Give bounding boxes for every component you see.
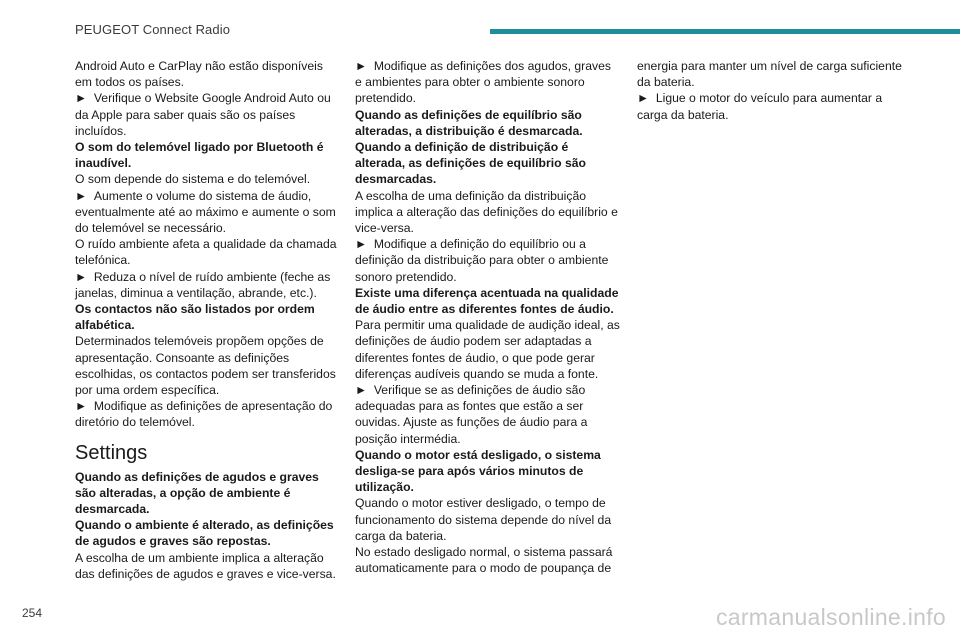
header-accent-bar	[490, 29, 960, 34]
text-column-3	[637, 58, 902, 123]
paragraph: A escolha de um ambiente implica a alteração das definições de agudos e graves e vice-versa.	[75, 550, 336, 581]
bullet-paragraph: ► Modifique as definições de apresentação do diretório do telemóvel.	[75, 398, 340, 430]
bullet-paragraph: ► Modifique a definição do equilíbrio ou a definição da distribuição para obter o ambiente sonoro pretendido.	[355, 236, 620, 285]
paragraph: O som depende do sistema e do telemóvel.	[75, 172, 311, 187]
issue-heading: Quando as definições de equilíbrio são alteradas, a distribuição é desmarcada.	[355, 107, 583, 138]
paragraph: A escolha de uma definição da distribuição implica a alteração das definições do equilíbrio e vice-versa.	[355, 188, 618, 236]
section-heading-settings: Settings	[75, 441, 148, 464]
issue-heading: Os contactos não são listados por ordem alfabética.	[75, 302, 315, 333]
issue-heading: Quando o motor está desligado, o sistema desliga-se para após vários minutos de utilização.	[355, 447, 601, 495]
issue-heading: Quando a definição de distribuição é alterada, as definições de equilíbrio são desmarcadas.	[355, 140, 586, 187]
bullet-paragraph: ► Modifique as definições dos agudos, graves e ambientes para obter o ambiente sonoro pretendido.	[355, 58, 620, 107]
text-column-1	[75, 58, 340, 582]
issue-heading: Quando o ambiente é alterado, as definições de agudos e graves são repostas.	[75, 518, 334, 549]
paragraph: Quando o motor estiver desligado, o tempo de funcionamento do sistema depende do nível da carga da bateria.	[355, 496, 612, 543]
page-number: 254	[22, 606, 43, 620]
paragraph: Determinados telemóveis propõem opções de apresentação. Consoante as definições escolhidas, os contactos podem ser transferidos por uma ordem específica.	[75, 334, 336, 398]
issue-heading: Quando as definições de agudos e graves são alteradas, a opção de ambiente é desmarcada.	[75, 469, 319, 517]
paragraph: No estado desligado normal, o sistema passará automaticamente para o modo de poupança de	[355, 545, 613, 576]
running-header-title: PEUGEOT Connect Radio	[75, 22, 231, 37]
bullet-paragraph: ► Ligue o motor do veículo para aumentar a carga da bateria.	[637, 90, 902, 122]
bullet-paragraph: ► Verifique o Website Google Android Auto ou da Apple para saber quais são os países incluídos.	[75, 90, 340, 139]
bullet-paragraph: ► Verifique se as definições de áudio são adequadas para as fontes que estão a ser ouvidas. Ajuste as funções de áudio para a posição intermédia.	[355, 382, 620, 447]
text-column-2	[355, 58, 620, 577]
bullet-paragraph: ► Aumente o volume do sistema de áudio, eventualmente até ao máximo e aumente o som do telemóvel se necessário.	[75, 188, 340, 237]
paragraph: Android Auto e CarPlay não estão disponíveis em todos os países.	[75, 59, 323, 90]
issue-heading: O som do telemóvel ligado por Bluetooth é inaudível.	[75, 140, 324, 171]
bullet-paragraph: ► Reduza o nível de ruído ambiente (feche as janelas, diminua a ventilação, abrande, etc.).	[75, 269, 340, 301]
paragraph: energia para manter um nível de carga suficiente da bateria.	[637, 59, 902, 90]
watermark-text: carmanualsonline.info	[715, 604, 946, 630]
issue-heading: Existe uma diferença acentuada na qualidade de áudio entre as diferentes fontes de áudio.	[355, 285, 619, 317]
paragraph: Para permitir uma qualidade de audição ideal, as definições de áudio podem ser adaptadas a diferentes fontes de áudio, o que pode gerar diferenças audíveis quando se muda a fonte.	[355, 318, 620, 381]
paragraph: O ruído ambiente afeta a qualidade da chamada telefónica.	[75, 237, 337, 268]
